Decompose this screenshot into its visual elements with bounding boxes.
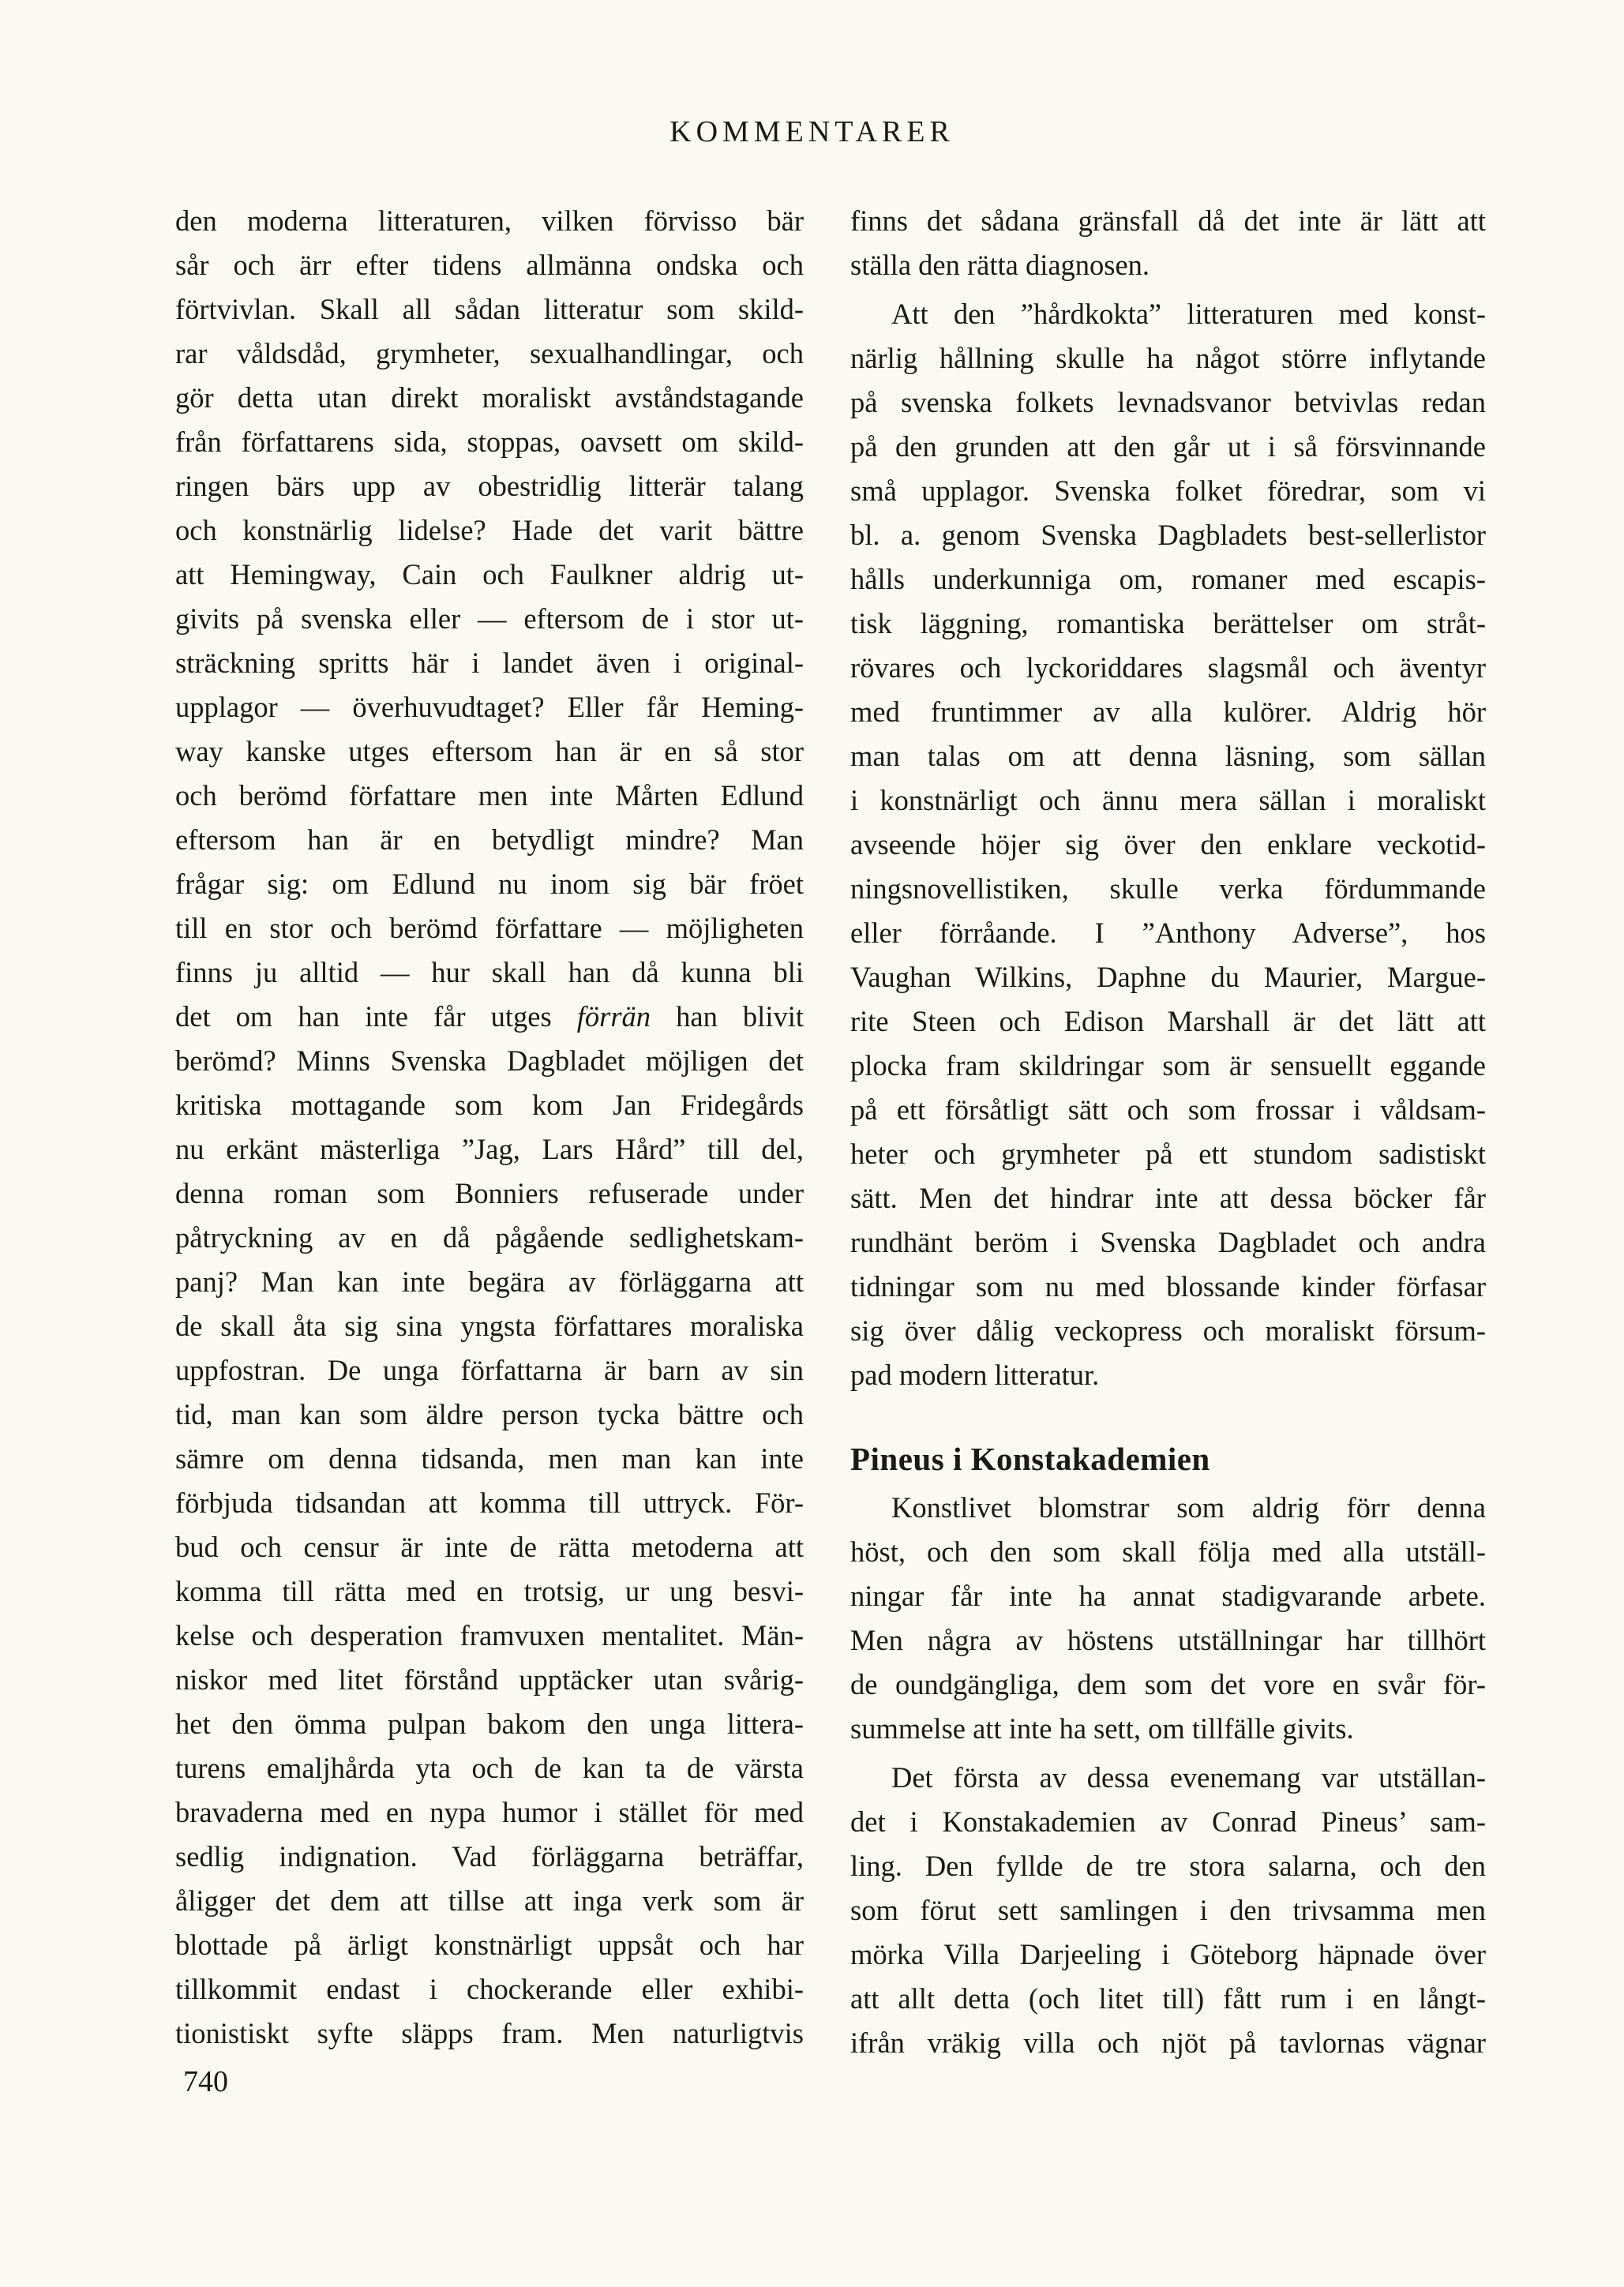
text-line: tillkommit endast i chockerande eller exhibi- [175,1973,804,2005]
text-segment: han blivit [651,1000,804,1033]
text-line: tidningar som nu med blossande kinder förfasar [850,1270,1486,1303]
text-line: hålls underkunniga om, romaner med escapis- [850,563,1486,595]
text-line: denna roman som Bonniers refuserade under [175,1177,804,1209]
text-line-with-italic [175,995,804,1039]
text-line: plocka fram skildringar som är sensuellt eggande [850,1049,1486,1082]
text-line: sår och ärr efter tidens allmänna ondska och [175,249,804,281]
paragraph [850,292,1486,1397]
text-line: sämre om denna tidsanda, men man kan inte [175,1442,804,1475]
text-line: till en stor och berömd författare — möjligheten [175,912,804,944]
text-line: med fruntimmer av alla kulörer. Aldrig hör [850,695,1486,728]
text-line: och konstnärlig lidelse? Hade det varit bättre [175,514,804,546]
text-line: bud och censur är inte de rätta metoderna att [175,1531,804,1563]
text-line: de skall åta sig sina yngsta författares moraliska [175,1310,804,1342]
text-line: kelse och desperation framvuxen mentalitet. Män- [175,1619,804,1652]
text-line: ningsnovellistiken, skulle verka fördummande [850,872,1486,905]
text-line: Vaughan Wilkins, Daphne du Maurier, Margue- [850,961,1486,993]
text-line: Men några av höstens utställningar har tillhört [850,1624,1486,1656]
text-line: het den ömma pulpan bakom den unga littera- [175,1708,804,1740]
text-line: som förut sett samlingen i den trivsamma men [850,1894,1486,1926]
text-line: från författarens sida, stoppas, oavsett om skild- [175,426,804,458]
text-line: rite Steen och Edison Marshall är det lätt att [850,1005,1486,1037]
text-line: heter och grymheter på ett stundom sadistiskt [850,1138,1486,1170]
text-line: rövares och lyckoriddares slagsmål och äventyr [850,651,1486,684]
section-heading: Pineus i Konstakademien [850,1441,1210,1477]
text-line: ställa den rätta diagnosen. [850,249,1150,281]
text-line: rundhänt beröm i Svenska Dagbladet och andra [850,1226,1486,1258]
text-line: ling. Den fyllde de tre stora salarna, och den [850,1850,1486,1882]
text-line: det i Konstakademien av Conrad Pineus’ sam- [850,1805,1486,1838]
text-line: uppfostran. De unga författarna är barn av sin [175,1354,804,1386]
text-line: sig över dålig veckopress och moraliskt försum- [850,1314,1486,1347]
text-line: summelse att inte ha sett, om tillfälle givits. [850,1712,1354,1745]
paragraph [850,199,1486,287]
text-line: närlig hållning skulle ha något större inflytande [850,342,1486,374]
text-line: pad modern litteratur. [850,1359,1100,1391]
paragraph [850,1486,1486,1751]
text-line: ringen bärs upp av obestridlig litterär talang [175,470,804,502]
text-line: blottade på ärligt konstnärligt uppsåt och har [175,1929,804,1961]
text-line: eller förråande. I ”Anthony Adverse”, hos [850,917,1486,949]
text-line: förtvivlan. Skall all sådan litteratur som skild- [175,293,804,325]
text-line: avseende höjer sig över den enklare veckotid- [850,828,1486,860]
text-line: tid, man kan som äldre person tycka bättre och [175,1398,804,1430]
text-line: att allt detta (och litet till) fått rum i en långt- [850,1982,1486,2015]
text-line: bravaderna med en nypa humor i stället för med [175,1796,804,1828]
text-line: sedlig indignation. Vad förläggarna beträffar, [175,1840,804,1873]
running-head: KOMMENTARER [669,115,955,148]
text-line: turens emaljhårda yta och de kan ta de värsta [175,1752,804,1784]
text-line: panj? Man kan inte begära av förläggarna att [175,1265,804,1298]
text-line: de oundgängliga, dem som det vore en svår för- [850,1668,1486,1700]
text-line: tisk läggning, romantiska berättelser om stråt- [850,607,1486,639]
text-line: finns det sådana gränsfall då det inte är lätt att [850,204,1486,237]
text-line: kritiska mottagande som kom Jan Fridegårds [175,1089,804,1121]
text-line: på svenska folkets levnadsvanor betvivlas redan [850,386,1486,418]
page-number: 740 [183,2065,228,2098]
text-line: upplagor — överhuvudtaget? Eller får Heming- [175,691,804,723]
text-line: niskor med litet förstånd upptäcker utan svårig- [175,1663,804,1696]
text-line: Det första av dessa evenemang var utställan- [891,1761,1486,1794]
text-line: på ett försåtligt sätt och som frossar i våldsam- [850,1093,1486,1126]
paragraph [850,1756,1486,2065]
right-column [850,199,1486,2065]
text-line: rar våldsdåd, grymheter, sexualhandlingar, och [175,337,804,369]
text-line: bl. a. genom Svenska Dagbladets best-sellerlistor [850,519,1486,551]
text-line: frågar sig: om Edlund nu inom sig bär fröet [175,868,804,900]
text-line: på den grunden att den går ut i så försvinnande [850,430,1486,463]
text-line: finns ju alltid — hur skall han då kunna bli [175,956,804,988]
text-line: Att den ”hårdkokta” litteraturen med konst- [891,298,1486,330]
text-line: åligger det dem att tillse att inga verk som är [175,1884,804,1917]
text-line: man talas om att denna läsning, som sällan [850,740,1486,772]
text-line: ningar får inte ha annat stadigvarande arbete. [850,1580,1486,1612]
text-line: Konstlivet blomstrar som aldrig förr denna [891,1491,1486,1524]
text-line: i konstnärligt och ännu mera sällan i moraliskt [850,784,1486,816]
text-segment: det om han inte får utges [175,1000,577,1033]
text-line: förbjuda tidsandan att komma till uttryck. För- [175,1487,804,1519]
left-column [175,199,804,2056]
text-line: tionistiskt syfte släpps fram. Men naturligtvis [175,2017,804,2049]
text-line: mörka Villa Darjeeling i Göteborg häpnade över [850,1938,1486,1970]
text-line: nu erkänt mästerliga ”Jag, Lars Hård” till del, [175,1133,804,1165]
text-line: gör detta utan direkt moraliskt avståndstagande [175,381,804,414]
text-line: berömd? Minns Svenska Dagbladet möjligen det [175,1044,804,1077]
text-line: och berömd författare men inte Mårten Edlund [175,779,804,812]
text-line: den moderna litteraturen, vilken förvisso bär [175,204,804,237]
text-line: små upplagor. Svenska folket föredrar, som vi [850,474,1486,507]
text-line: komma till rätta med en trotsig, ur ung besvi- [175,1575,804,1607]
text-line: givits på svenska eller — eftersom de i stor ut- [175,602,804,635]
text-line: höst, och den som skall följa med alla utställ- [850,1535,1486,1568]
text-line: way kanske utges eftersom han är en så stor [175,735,804,767]
text-line: ifrån vräkig villa och njöt på tavlornas vägnar [850,2026,1486,2059]
text-line: att Hemingway, Cain och Faulkner aldrig ut- [175,558,804,590]
text-line: påtryckning av en då pågående sedlighetskam- [175,1221,804,1254]
text-line: sträckning spritts här i landet även i original- [175,647,804,679]
italic-emphasis: förrän [576,1000,651,1033]
text-line: eftersom han är en betydligt mindre? Man [175,823,804,856]
text-line: sätt. Men det hindrar inte att dessa böcker får [850,1182,1486,1214]
